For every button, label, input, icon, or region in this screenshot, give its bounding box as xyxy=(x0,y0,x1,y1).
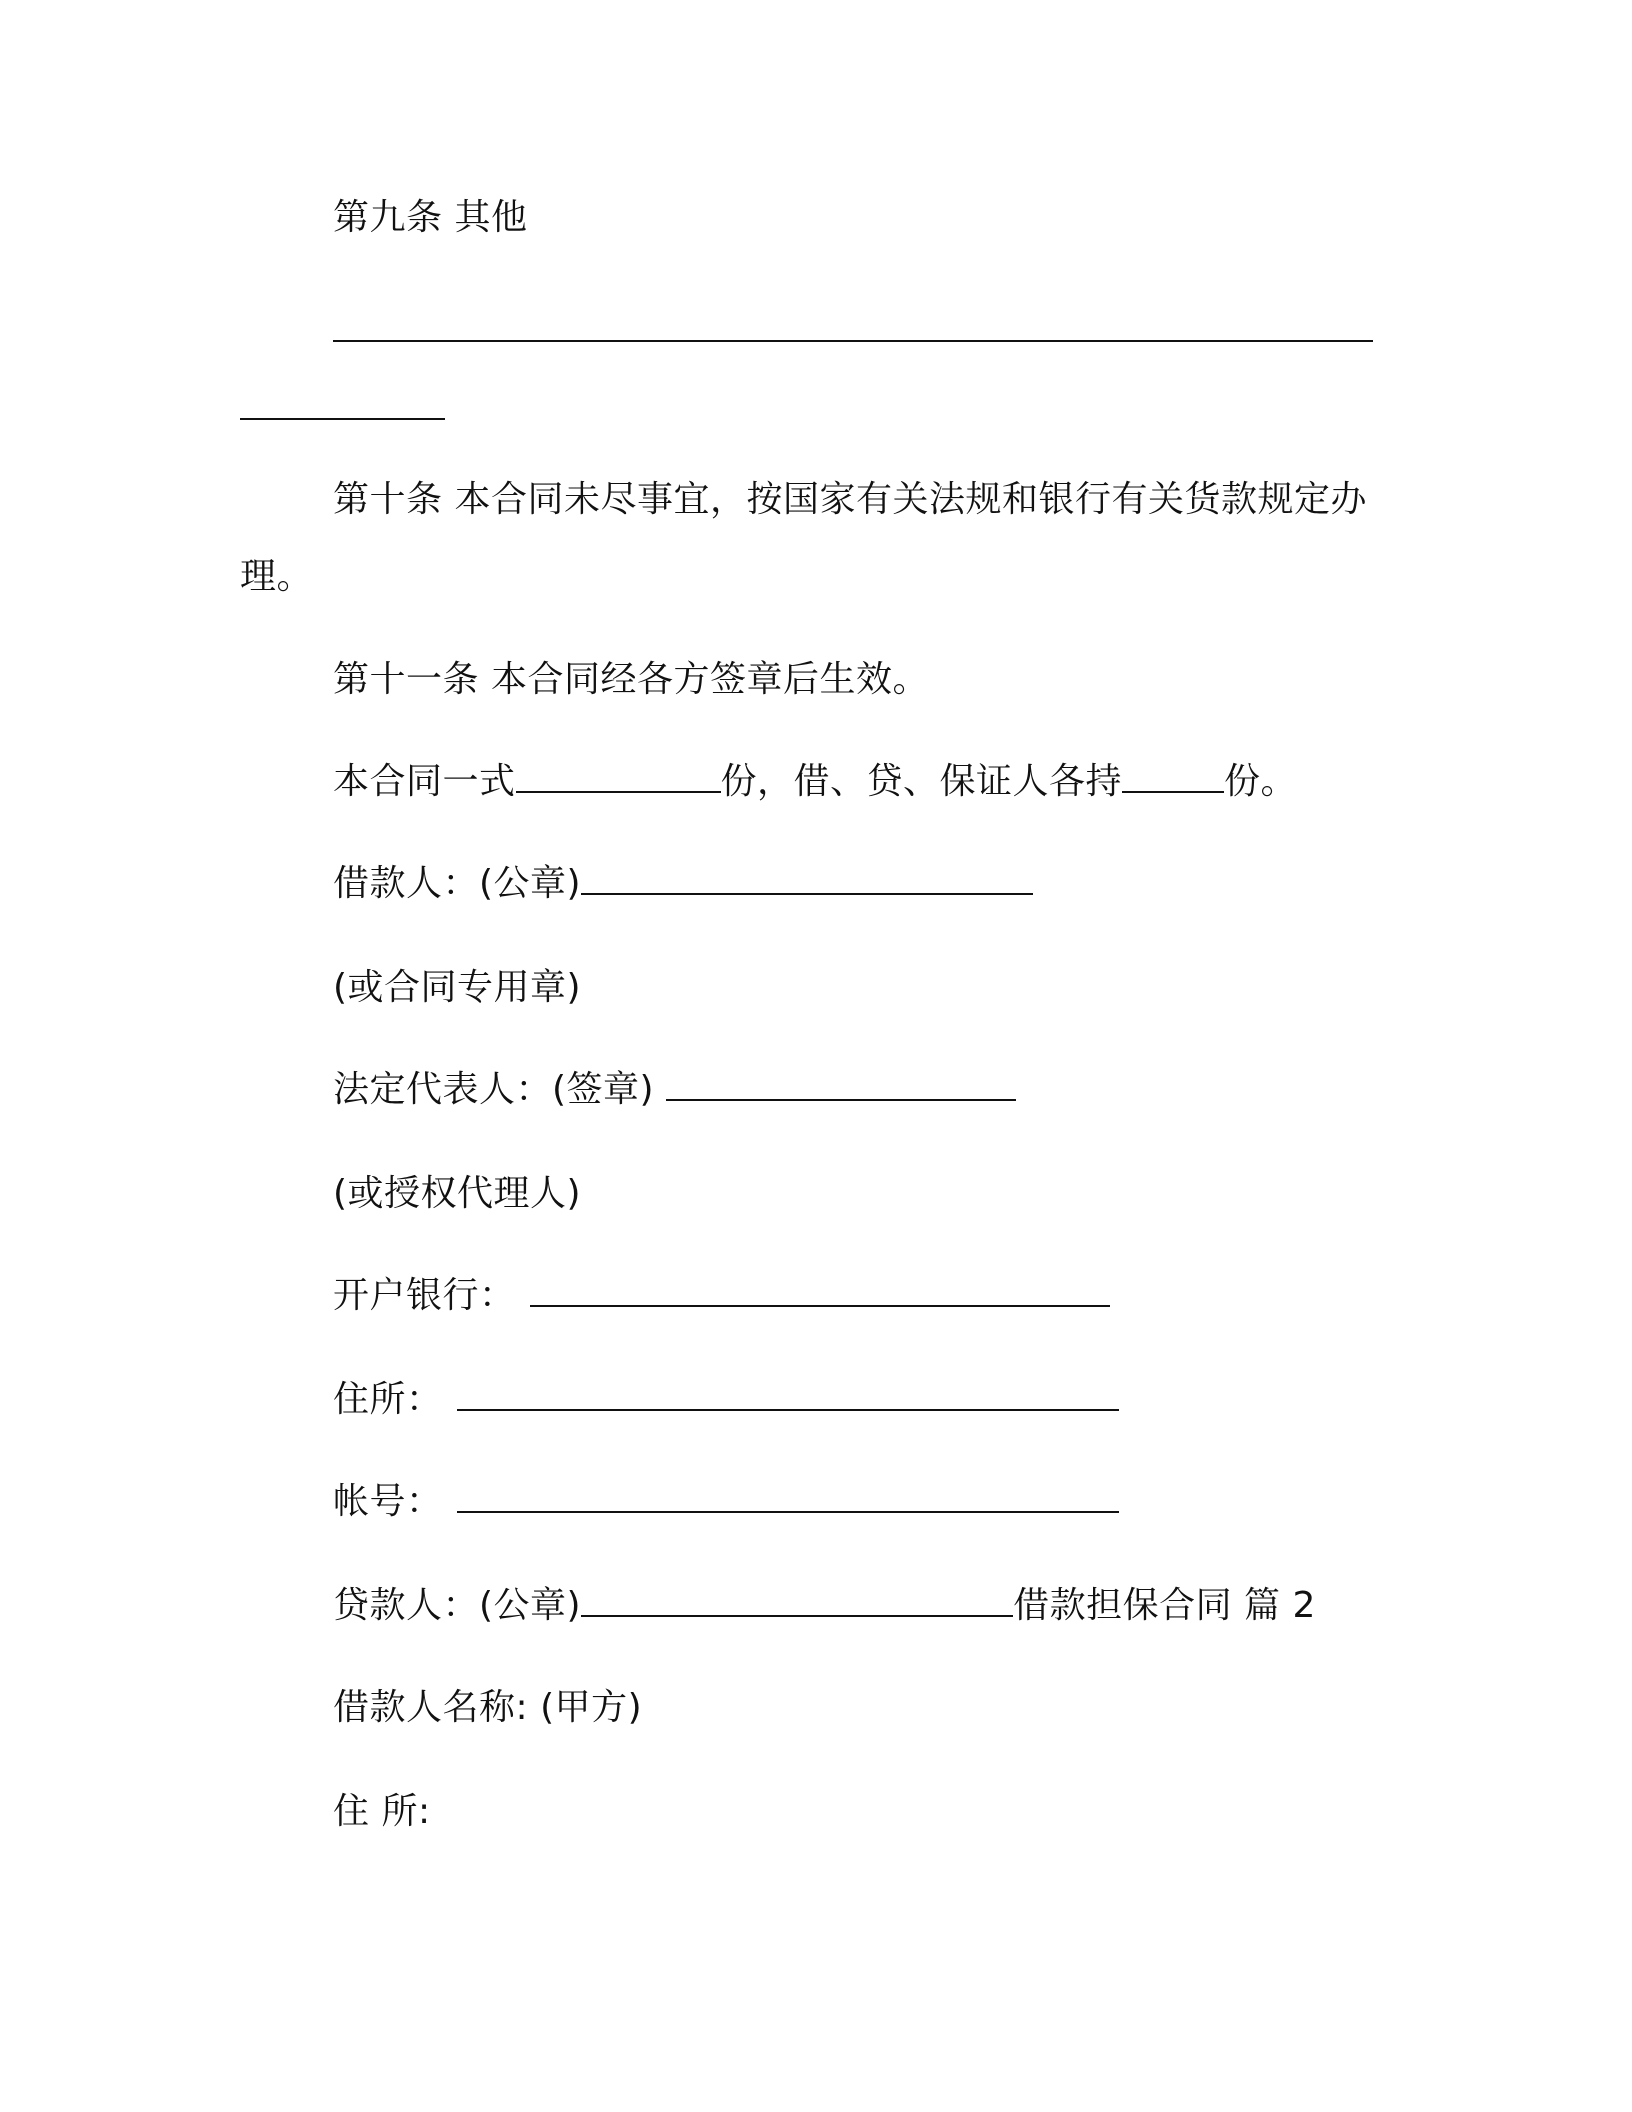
copies-prefix: 本合同一式 xyxy=(333,761,516,802)
article-11: 第十一条 本合同经各方签章后生效。 xyxy=(333,659,929,700)
address-blank xyxy=(457,1408,1119,1411)
bank-label: 开户银行： xyxy=(333,1275,516,1316)
address-label: 住所： xyxy=(333,1379,443,1420)
lender-seal-label: 贷款人：(公章) xyxy=(333,1585,582,1626)
address-line xyxy=(333,1378,1119,1422)
lender-seal-line xyxy=(333,1584,1316,1628)
copies-each-blank xyxy=(1122,790,1224,793)
bank-line xyxy=(333,1274,1110,1318)
article-10-line-2: 理。 xyxy=(240,556,314,597)
account-blank xyxy=(457,1510,1119,1513)
copies-middle: 份，借、贷、保证人各持 xyxy=(720,761,1123,802)
article-10-line-1: 第十条 本合同未尽事宜，按国家有关法规和银行有关货款规定办 xyxy=(333,479,1367,520)
contract-seal-note: (或合同专用章) xyxy=(333,967,582,1008)
account-line xyxy=(333,1480,1119,1524)
bank-blank xyxy=(530,1304,1110,1307)
authorized-agent-note: (或授权代理人) xyxy=(333,1173,582,1214)
lender-seal-blank xyxy=(581,1614,1013,1617)
account-label: 帐号： xyxy=(333,1481,443,1522)
address-2-line: 住 所: xyxy=(333,1791,431,1832)
borrower-seal-label: 借款人：(公章) xyxy=(333,863,582,904)
article-9-title: 第九条 其他 xyxy=(333,197,528,238)
borrower-seal-blank xyxy=(581,892,1033,895)
borrower-name-line: 借款人名称: (甲方) xyxy=(333,1687,643,1728)
legal-rep-blank xyxy=(666,1098,1016,1101)
section-2-title: 借款担保合同 篇 2 xyxy=(1013,1585,1316,1626)
copies-clause xyxy=(333,760,1297,804)
copies-suffix: 份。 xyxy=(1224,761,1298,802)
article-9-blank-line-2 xyxy=(240,418,445,420)
article-9-blank-line-1 xyxy=(333,340,1373,342)
legal-rep-line xyxy=(333,1068,1016,1112)
legal-rep-label: 法定代表人：(签章) xyxy=(333,1069,667,1110)
copies-total-blank xyxy=(516,790,721,793)
borrower-seal-line xyxy=(333,862,1033,906)
